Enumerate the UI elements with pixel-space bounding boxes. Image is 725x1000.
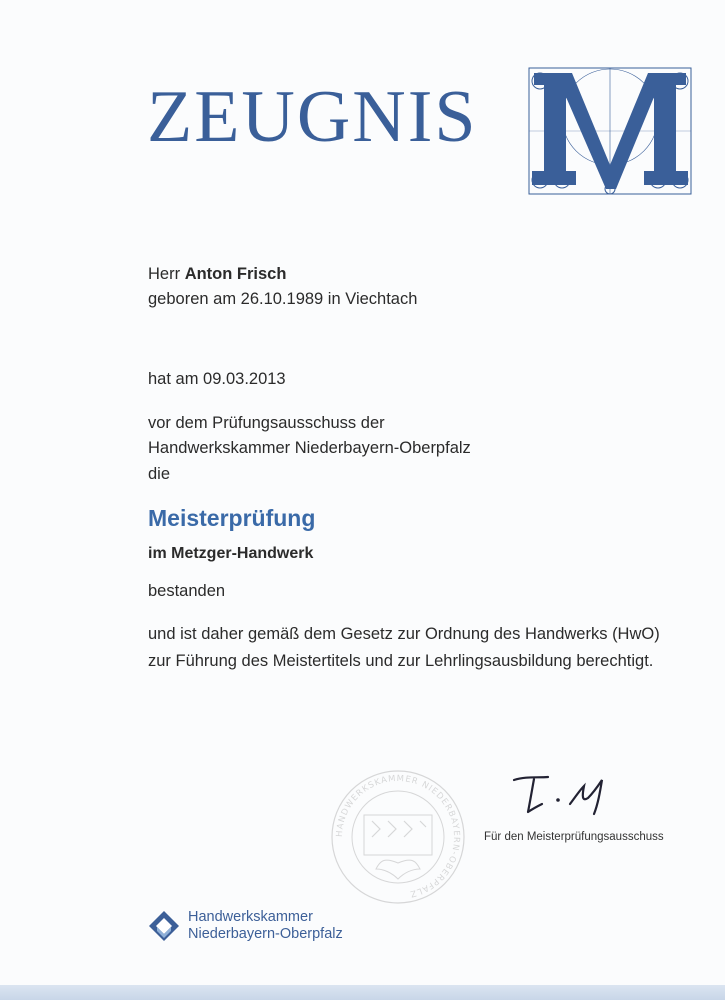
issuer-name [188,909,343,943]
article: die [148,465,171,483]
bottom-bar [0,985,725,1000]
seal-icon [328,767,468,907]
exam-title: Meisterprüfung [148,505,316,531]
legal-line-1: und ist daher gemäß dem Gesetz zur Ordnung des Handwerks (HwO) [148,625,660,643]
birth-line: geboren am 26.10.1989 in Viechtach [148,290,418,308]
hwk-logo-icon [148,910,180,942]
seal-text: HANDWERKSKAMMER NIEDERBAYERN-OBERPFALZ [334,773,462,899]
issuer-line-2: Niederbayern-Oberpfalz [188,926,343,942]
salutation: Herr [148,265,181,283]
issuer-line-1: Handwerkskammer [188,909,313,925]
m-emblem-icon [528,67,692,195]
svg-text:HANDWERKSKAMMER NIEDERBAYERN-O [335,774,461,899]
exam-date: hat am 09.03.2013 [148,370,286,388]
certificate-title: ZEUGNIS [147,76,478,158]
committee-line-1: vor dem Prüfungsausschuss der [148,414,385,432]
result-line: bestanden [148,582,226,600]
trade-line: im Metzger-Handwerk [148,545,314,562]
recipient-line [148,265,286,285]
signature-caption: Für den Meisterprüfungsausschuss [484,831,664,843]
signature-icon [508,768,618,818]
committee-line-2: Handwerkskammer Niederbayern-Oberpfalz [148,439,471,457]
legal-line-2: zur Führung des Meistertitels und zur Lehrlingsausbildung berechtigt. [148,652,654,670]
recipient-name: Anton Frisch [184,265,287,283]
